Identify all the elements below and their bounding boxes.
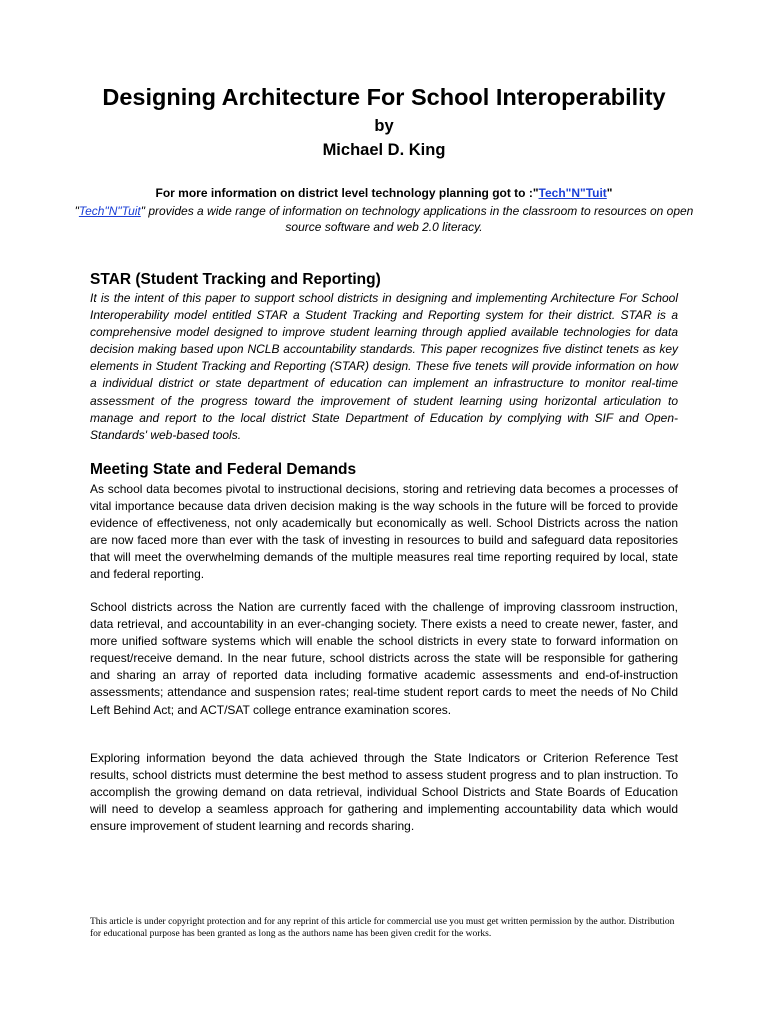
section-heading-demands: Meeting State and Federal Demands [90, 461, 357, 478]
demands-paragraph-2: School districts across the Nation are currently faced with the challenge of improving classroom instruction, data retrieval, and accountability in an ever-changing society. There exists a need to create newer, faster, and more unified software systems which will enable the school districts in every state to forward information on request/receive demand. In the near future, school districts across the state will be responsible for gathering and sharing an array of reported data including formative academic assessments and end-of-instruction assessments; attendance and suspension rates; real-time student report cards to meet the needs of No Child Left Behind Act; and ACT/SAT college entrance examination scores. [90, 600, 678, 717]
byline-by: by [374, 117, 394, 135]
info-line-1-prefix: For more information on district level technology planning got to :" [155, 186, 539, 200]
document-title: Designing Architecture For School Interoperability [102, 84, 666, 110]
info-line-2-open-quote: " [74, 204, 79, 218]
copyright-footer: This article is under copyright protection and for any reprint of this article for commercial use you must get written permission by the author. Distribution for educational purpose has been granted as long as the authors name has been given credit for the works. [90, 917, 675, 939]
info-line-2-rest: " provides a wide range of information on technology applications in the classroom to resources on open source software and web 2.0 literacy. [140, 204, 694, 234]
section-heading-star: STAR (Student Tracking and Reporting) [90, 271, 381, 288]
author-name: Michael D. King [322, 141, 446, 159]
demands-paragraph-1: As school data becomes pivotal to instructional decisions, storing and retrieving data becomes a processes of vital importance because data driven decision making is the way schools in the future will be forced to provide evidence of effectiveness, not only academically but economically as well. School Districts across the nation are now faced more than ever with the task of investing in resources to build and safeguard data repositories that will meet the overwhelming demands of the multiple measures real time reporting required by local, state and federal reporting. [90, 482, 678, 582]
info-line-1 [60, 185, 708, 201]
technuit-link-2[interactable]: Tech"N"Tuit [78, 204, 141, 218]
demands-paragraph-3: Exploring information beyond the data achieved through the State Indicators or Criterion Reference Test results, school districts must determine the best method to assess student progress and to plan instruction. To accomplish the growing demand on data retrieval, individual School Districts and State Boards of Education will need to develop a seamless approach for gathering and implementing accountability data which would ensure improvement of student learning and records sharing. [90, 751, 678, 834]
info-line-1-suffix: " [606, 186, 613, 200]
technuit-link[interactable]: Tech"N"Tuit [538, 186, 607, 200]
info-line-2 [60, 203, 708, 235]
star-paragraph: It is the intent of this paper to support school districts in designing and implementing Architecture For School Interoperability model entitled STAR a Student Tracking and Reporting system for their district. STAR is a comprehensive model designed to improve student learning through applied available technologies for data decision making based upon NCLB accountability standards. This paper recognizes five distinct tenets as key elements in Student Tracking and Reporting (STAR) design. These five tenets will provide information on how a individual district or state department of education can implement an infrastructure to monitor real-time assessment of the progress toward the improvement of student learning using horizontal articulation to manage and report to the local district State Department of Education by complying with SIF and Open-Standards' web-based tools. [90, 291, 678, 442]
